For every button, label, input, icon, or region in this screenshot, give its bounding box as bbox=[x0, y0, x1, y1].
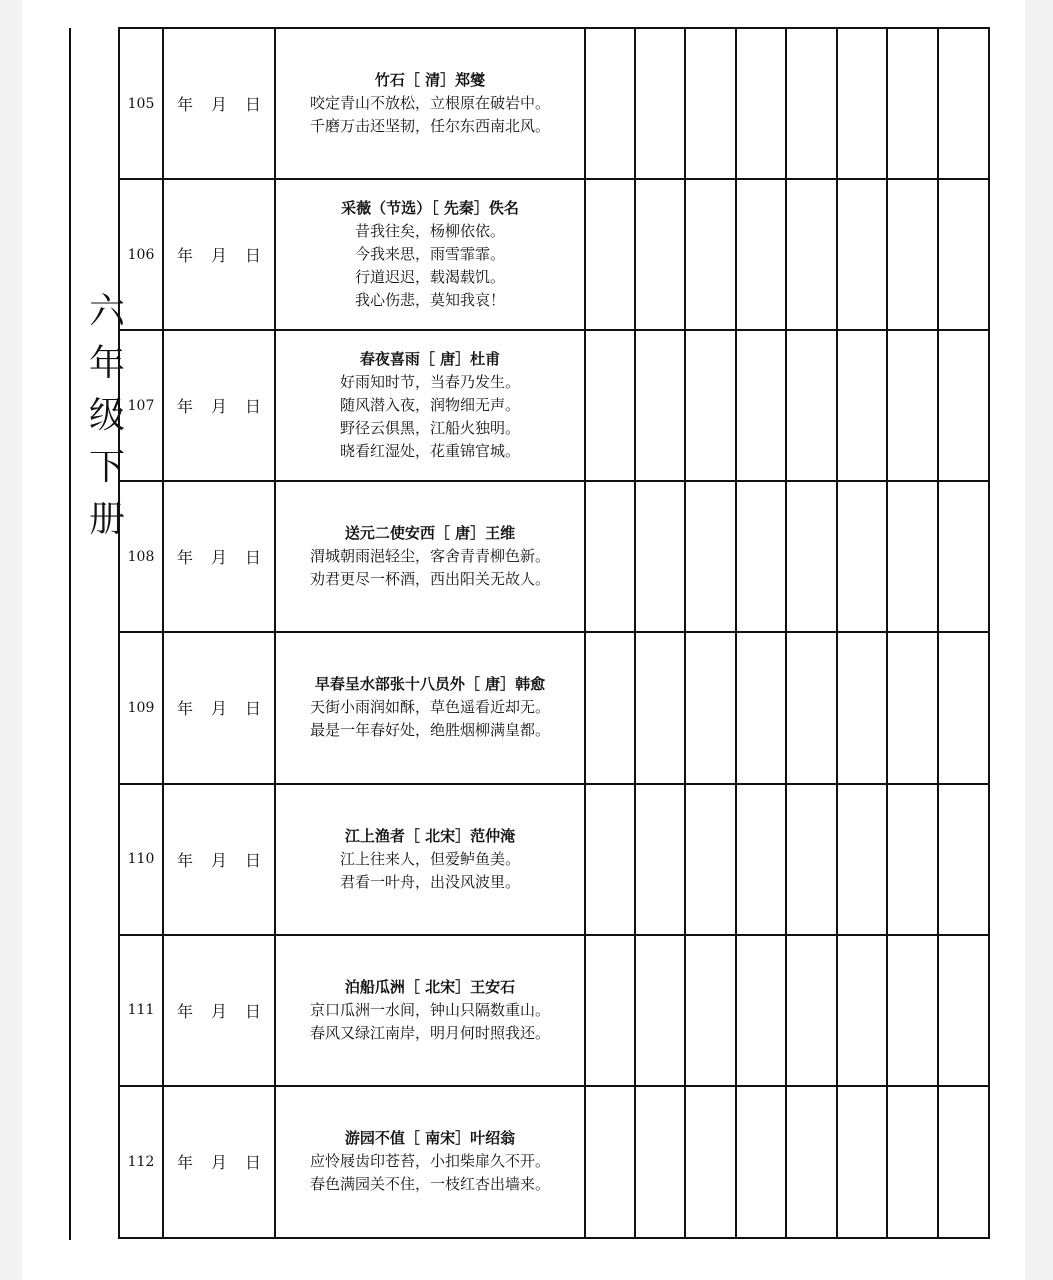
date-field[interactable] bbox=[163, 179, 275, 330]
date-month-label: 月 bbox=[210, 548, 227, 568]
check-cell[interactable] bbox=[635, 1086, 685, 1238]
date-month-label: 月 bbox=[210, 850, 227, 870]
date-day-label: 日 bbox=[245, 699, 262, 719]
side-title-char: 六 bbox=[88, 291, 125, 332]
poem-line: 昔我往矣，杨柳依依。 bbox=[354, 222, 505, 241]
check-cell[interactable] bbox=[938, 179, 989, 330]
check-cell[interactable] bbox=[887, 330, 938, 481]
check-cell[interactable] bbox=[938, 935, 989, 1086]
date-year-label: 年 bbox=[176, 397, 193, 417]
date-day-label: 日 bbox=[245, 246, 262, 266]
recitation-log-table bbox=[118, 27, 990, 1239]
check-cell[interactable] bbox=[685, 330, 736, 481]
poem-line: 劝君更尽一杯酒，西出阳关无故人。 bbox=[309, 570, 550, 589]
check-cell[interactable] bbox=[585, 1086, 635, 1238]
date-field[interactable] bbox=[163, 935, 275, 1086]
check-cell[interactable] bbox=[736, 784, 786, 935]
check-cell[interactable] bbox=[887, 632, 938, 783]
check-cell[interactable] bbox=[635, 784, 685, 935]
side-title-char: 年 bbox=[88, 343, 125, 384]
check-cell[interactable] bbox=[938, 1086, 989, 1238]
date-day-label: 日 bbox=[245, 1153, 262, 1173]
check-cell[interactable] bbox=[887, 179, 938, 330]
poem-line: 天街小雨润如酥，草色遥看近却无。 bbox=[309, 698, 550, 717]
check-cell[interactable] bbox=[938, 330, 989, 481]
poem-title: 竹石［ 清］郑燮 bbox=[374, 71, 486, 90]
poem-cell bbox=[275, 28, 585, 179]
poem-line: 君看一叶舟，出没风波里。 bbox=[339, 872, 520, 891]
check-cell[interactable] bbox=[736, 935, 786, 1086]
check-cell[interactable] bbox=[685, 179, 736, 330]
check-cell[interactable] bbox=[635, 179, 685, 330]
check-cell[interactable] bbox=[837, 784, 887, 935]
check-cell[interactable] bbox=[685, 481, 736, 632]
poem-number: 107 bbox=[119, 330, 163, 481]
check-cell[interactable] bbox=[585, 481, 635, 632]
poem-cell bbox=[275, 632, 585, 783]
poem-number: 106 bbox=[119, 179, 163, 330]
check-cell[interactable] bbox=[585, 784, 635, 935]
poem-line: 行道迟迟，载渴载饥。 bbox=[354, 268, 505, 287]
poem-title: 泊船瓜洲［ 北宋］王安石 bbox=[344, 977, 516, 996]
poem-cell bbox=[275, 481, 585, 632]
check-cell[interactable] bbox=[786, 1086, 837, 1238]
check-cell[interactable] bbox=[786, 28, 837, 179]
poem-line: 野径云俱黑，江船火独明。 bbox=[339, 419, 520, 438]
check-cell[interactable] bbox=[887, 28, 938, 179]
date-year-label: 年 bbox=[176, 1001, 193, 1021]
date-field[interactable] bbox=[163, 632, 275, 783]
check-cell[interactable] bbox=[786, 935, 837, 1086]
date-day-label: 日 bbox=[245, 548, 262, 568]
check-cell[interactable] bbox=[685, 632, 736, 783]
check-cell[interactable] bbox=[635, 330, 685, 481]
table-row bbox=[119, 935, 989, 1086]
table-row bbox=[119, 179, 989, 330]
poem-title: 采薇（节选）［ 先秦］佚名 bbox=[341, 199, 519, 218]
date-month-label: 月 bbox=[210, 246, 227, 266]
side-title-char: 级 bbox=[88, 395, 125, 436]
check-cell[interactable] bbox=[887, 784, 938, 935]
check-cell[interactable] bbox=[736, 481, 786, 632]
poem-number: 112 bbox=[119, 1086, 163, 1238]
date-field[interactable] bbox=[163, 28, 275, 179]
margin-rule bbox=[69, 28, 71, 1240]
check-cell[interactable] bbox=[938, 481, 989, 632]
check-cell[interactable] bbox=[736, 1086, 786, 1238]
check-cell[interactable] bbox=[938, 28, 989, 179]
table-row bbox=[119, 632, 989, 783]
poem-number: 111 bbox=[119, 935, 163, 1086]
check-cell[interactable] bbox=[635, 28, 685, 179]
poem-title: 早春呈水部张十八员外［ 唐］韩愈 bbox=[314, 675, 546, 694]
check-cell[interactable] bbox=[786, 330, 837, 481]
check-cell[interactable] bbox=[837, 28, 887, 179]
table-row bbox=[119, 481, 989, 632]
check-cell[interactable] bbox=[685, 935, 736, 1086]
side-title-char: 下 bbox=[88, 447, 125, 488]
check-cell[interactable] bbox=[887, 481, 938, 632]
date-month-label: 月 bbox=[210, 699, 227, 719]
check-cell[interactable] bbox=[736, 632, 786, 783]
side-title-char: 册 bbox=[88, 499, 125, 540]
check-cell[interactable] bbox=[736, 28, 786, 179]
poem-line: 京口瓜洲一水间，钟山只隔数重山。 bbox=[309, 1000, 550, 1019]
date-field[interactable] bbox=[163, 1086, 275, 1238]
date-month-label: 月 bbox=[210, 1001, 227, 1021]
poem-line: 应怜屐齿印苍苔，小扣柴扉久不开。 bbox=[309, 1152, 550, 1171]
poem-line: 最是一年春好处，绝胜烟柳满皇都。 bbox=[309, 721, 550, 740]
poem-line: 春色满园关不住，一枝红杏出墙来。 bbox=[309, 1175, 550, 1194]
check-cell[interactable] bbox=[837, 1086, 887, 1238]
poem-title: 游园不值［ 南宋］叶绍翁 bbox=[344, 1129, 516, 1148]
date-year-label: 年 bbox=[176, 1153, 193, 1173]
poem-line: 随风潜入夜，润物细无声。 bbox=[339, 396, 520, 415]
check-cell[interactable] bbox=[837, 935, 887, 1086]
date-field[interactable] bbox=[163, 330, 275, 481]
date-day-label: 日 bbox=[245, 95, 262, 115]
check-cell[interactable] bbox=[938, 632, 989, 783]
check-cell[interactable] bbox=[786, 632, 837, 783]
poem-line: 春风又绿江南岸，明月何时照我还。 bbox=[309, 1023, 550, 1042]
check-cell[interactable] bbox=[635, 481, 685, 632]
poem-line: 江上往来人，但爱鲈鱼美。 bbox=[339, 849, 520, 868]
poem-number: 105 bbox=[119, 28, 163, 179]
check-cell[interactable] bbox=[887, 935, 938, 1086]
check-cell[interactable] bbox=[585, 330, 635, 481]
date-field[interactable] bbox=[163, 481, 275, 632]
check-cell[interactable] bbox=[685, 1086, 736, 1238]
check-cell[interactable] bbox=[736, 330, 786, 481]
poem-cell bbox=[275, 330, 585, 481]
date-year-label: 年 bbox=[176, 699, 193, 719]
poem-title: 江上渔者［ 北宋］范仲淹 bbox=[344, 826, 516, 845]
poem-line: 渭城朝雨浥轻尘，客舍青青柳色新。 bbox=[309, 547, 550, 566]
table-row bbox=[119, 28, 989, 179]
date-year-label: 年 bbox=[176, 548, 193, 568]
check-cell[interactable] bbox=[837, 330, 887, 481]
check-cell[interactable] bbox=[837, 632, 887, 783]
date-month-label: 月 bbox=[210, 95, 227, 115]
check-cell[interactable] bbox=[585, 935, 635, 1086]
check-cell[interactable] bbox=[635, 632, 685, 783]
check-cell[interactable] bbox=[887, 1086, 938, 1238]
poem-line: 晓看红湿处，花重锦官城。 bbox=[339, 442, 520, 461]
check-cell[interactable] bbox=[786, 784, 837, 935]
poem-cell bbox=[275, 179, 585, 330]
poem-cell bbox=[275, 935, 585, 1086]
check-cell[interactable] bbox=[736, 179, 786, 330]
poem-line: 咬定青山不放松，立根原在破岩中。 bbox=[309, 94, 550, 113]
poem-line: 我心伤悲，莫知我哀！ bbox=[354, 291, 505, 310]
date-day-label: 日 bbox=[245, 1001, 262, 1021]
poem-title: 春夜喜雨［ 唐］杜甫 bbox=[359, 350, 501, 369]
date-month-label: 月 bbox=[210, 397, 227, 417]
poem-number: 109 bbox=[119, 632, 163, 783]
check-cell[interactable] bbox=[786, 481, 837, 632]
check-cell[interactable] bbox=[585, 28, 635, 179]
check-cell[interactable] bbox=[786, 179, 837, 330]
check-cell[interactable] bbox=[635, 935, 685, 1086]
check-cell[interactable] bbox=[837, 481, 887, 632]
check-cell[interactable] bbox=[685, 28, 736, 179]
date-year-label: 年 bbox=[176, 850, 193, 870]
date-day-label: 日 bbox=[245, 397, 262, 417]
poem-line: 今我来思，雨雪霏霏。 bbox=[354, 245, 505, 264]
poem-line: 千磨万击还坚韧，任尔东西南北风。 bbox=[309, 117, 550, 136]
poem-line: 好雨知时节，当春乃发生。 bbox=[339, 373, 520, 392]
date-month-label: 月 bbox=[210, 1153, 227, 1173]
check-cell[interactable] bbox=[585, 632, 635, 783]
date-field[interactable] bbox=[163, 784, 275, 935]
check-cell[interactable] bbox=[585, 179, 635, 330]
date-day-label: 日 bbox=[245, 850, 262, 870]
table-row bbox=[119, 1086, 989, 1238]
poem-number: 108 bbox=[119, 481, 163, 632]
date-year-label: 年 bbox=[176, 246, 193, 266]
date-year-label: 年 bbox=[176, 95, 193, 115]
poem-title: 送元二使安西［ 唐］王维 bbox=[344, 524, 516, 543]
check-cell[interactable] bbox=[685, 784, 736, 935]
poem-number: 110 bbox=[119, 784, 163, 935]
check-cell[interactable] bbox=[837, 179, 887, 330]
table-row bbox=[119, 330, 989, 481]
table-row bbox=[119, 784, 989, 935]
poem-cell bbox=[275, 784, 585, 935]
check-cell[interactable] bbox=[938, 784, 989, 935]
poem-cell bbox=[275, 1086, 585, 1238]
